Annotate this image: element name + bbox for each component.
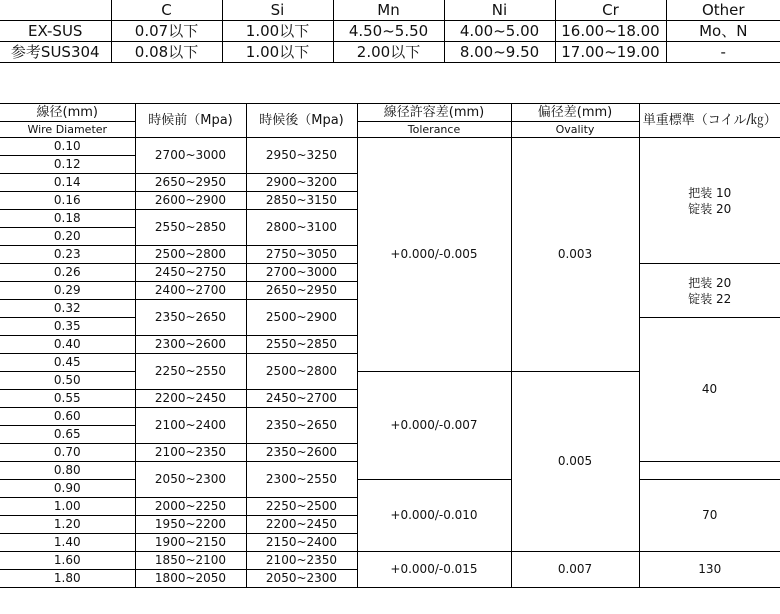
tolerance-cell: +0.000/-0.005 (357, 138, 511, 372)
composition-header-cell: Si (222, 0, 333, 21)
diameter-cell: 1.40 (0, 534, 135, 552)
spec-header-row (0, 104, 780, 122)
before-cell: 2700~3000 (135, 138, 246, 174)
diameter-cell: 0.70 (0, 444, 135, 462)
ovality-cell: 0.005 (511, 372, 639, 552)
after-cell: 2550~2850 (246, 336, 357, 354)
diameter-subheader: Wire Diameter (0, 122, 135, 138)
composition-table (0, 0, 780, 63)
diameter-cell: 0.29 (0, 282, 135, 300)
after-cell: 2500~2900 (246, 300, 357, 336)
diameter-cell: 0.20 (0, 228, 135, 246)
composition-cell: EX-SUS (0, 21, 111, 42)
diameter-cell: 1.20 (0, 516, 135, 534)
tolerance-cell: +0.000/-0.010 (357, 480, 511, 552)
composition-cell: 4.50~5.50 (333, 21, 444, 42)
after-cell: 2700~3000 (246, 264, 357, 282)
unit-weight-line: 把装 20 (688, 275, 732, 290)
composition-cell: 17.00~19.00 (555, 42, 666, 63)
after-cell: 2350~2650 (246, 408, 357, 444)
diameter-cell: 0.50 (0, 372, 135, 390)
before-cell: 2450~2750 (135, 264, 246, 282)
unit-weight-cell (639, 138, 780, 264)
ovality-subheader: Ovality (511, 122, 639, 138)
after-cell: 2250~2500 (246, 498, 357, 516)
diameter-cell: 0.45 (0, 354, 135, 372)
composition-header-cell: Ni (444, 0, 555, 21)
after-cell: 2450~2700 (246, 390, 357, 408)
composition-row (0, 42, 780, 63)
before-cell: 2100~2350 (135, 444, 246, 462)
diameter-cell: 0.65 (0, 426, 135, 444)
composition-header-cell (0, 0, 111, 21)
composition-cell: 0.08以下 (111, 42, 222, 63)
diameter-header: 線径(mm) (0, 104, 135, 122)
ovality-header: 偏径差(mm) (511, 104, 639, 122)
before-cell: 2500~2800 (135, 246, 246, 264)
before-header: 時候前（Mpa) (135, 104, 246, 138)
before-cell: 2100~2400 (135, 408, 246, 444)
after-cell: 2100~2350 (246, 552, 357, 570)
before-cell: 2050~2300 (135, 462, 246, 498)
after-cell: 2900~3200 (246, 174, 357, 192)
diameter-cell: 0.40 (0, 336, 135, 354)
diameter-cell: 0.80 (0, 462, 135, 480)
after-cell: 2050~2300 (246, 570, 357, 588)
tolerance-cell: +0.000/-0.007 (357, 372, 511, 480)
after-cell: 2650~2950 (246, 282, 357, 300)
diameter-cell: 0.23 (0, 246, 135, 264)
unit-weight-cell: 130 (639, 552, 780, 588)
after-cell: 2500~2800 (246, 354, 357, 390)
tolerance-cell: +0.000/-0.015 (357, 552, 511, 588)
after-cell: 2750~3050 (246, 246, 357, 264)
before-cell: 2600~2900 (135, 192, 246, 210)
diameter-cell: 0.18 (0, 210, 135, 228)
before-cell: 1950~2200 (135, 516, 246, 534)
unit-weight-cell: 40 (639, 318, 780, 462)
after-cell: 2800~3100 (246, 210, 357, 246)
diameter-cell: 1.00 (0, 498, 135, 516)
tolerance-header: 線径許容差(mm) (357, 104, 511, 122)
tolerance-subheader: Tolerance (357, 122, 511, 138)
composition-cell: 1.00以下 (222, 42, 333, 63)
unit-weight-cell (639, 264, 780, 318)
composition-cell: 0.07以下 (111, 21, 222, 42)
composition-cell: 1.00以下 (222, 21, 333, 42)
before-cell: 2400~2700 (135, 282, 246, 300)
after-cell: 2950~3250 (246, 138, 357, 174)
diameter-cell: 0.16 (0, 192, 135, 210)
after-header: 時候後（Mpa) (246, 104, 357, 138)
composition-header-cell: C (111, 0, 222, 21)
composition-header-row (0, 0, 780, 21)
diameter-cell: 1.60 (0, 552, 135, 570)
composition-cell: 参考SUS304 (0, 42, 111, 63)
table-row (0, 552, 780, 570)
after-cell: 2350~2600 (246, 444, 357, 462)
composition-header-cell: Mn (333, 0, 444, 21)
before-cell: 1800~2050 (135, 570, 246, 588)
table-row (0, 138, 780, 156)
before-cell: 2550~2850 (135, 210, 246, 246)
unit-weight-line: 把装 10 (688, 185, 732, 200)
diameter-cell: 0.26 (0, 264, 135, 282)
diameter-cell: 0.60 (0, 408, 135, 426)
composition-row (0, 21, 780, 42)
after-cell: 2200~2450 (246, 516, 357, 534)
diameter-cell: 0.35 (0, 318, 135, 336)
before-cell: 2350~2650 (135, 300, 246, 336)
after-cell: 2850~3150 (246, 192, 357, 210)
wire-spec-table (0, 103, 780, 588)
diameter-cell: 0.14 (0, 174, 135, 192)
before-cell: 2300~2600 (135, 336, 246, 354)
diameter-cell: 1.80 (0, 570, 135, 588)
after-cell: 2150~2400 (246, 534, 357, 552)
before-cell: 2200~2450 (135, 390, 246, 408)
table-row (0, 480, 780, 498)
ovality-cell: 0.003 (511, 138, 639, 372)
diameter-cell: 0.10 (0, 138, 135, 156)
ovality-cell: 0.007 (511, 552, 639, 588)
composition-cell: 16.00~18.00 (555, 21, 666, 42)
composition-cell: 4.00~5.00 (444, 21, 555, 42)
composition-cell: 2.00以下 (333, 42, 444, 63)
composition-header-cell: Cr (555, 0, 666, 21)
after-cell: 2300~2550 (246, 462, 357, 498)
composition-cell: 8.00~9.50 (444, 42, 555, 63)
unit-weight-line: 锭装 20 (688, 201, 732, 216)
diameter-cell: 0.55 (0, 390, 135, 408)
diameter-cell: 0.32 (0, 300, 135, 318)
before-cell: 2000~2250 (135, 498, 246, 516)
before-cell: 1850~2100 (135, 552, 246, 570)
before-cell: 2650~2950 (135, 174, 246, 192)
unit-weight-cell: 70 (639, 480, 780, 552)
diameter-cell: 0.90 (0, 480, 135, 498)
composition-header-cell: Other (666, 0, 780, 21)
composition-cell: - (666, 42, 780, 63)
before-cell: 2250~2550 (135, 354, 246, 390)
unit-weight-header: 単重標準（コイル/㎏） (639, 104, 780, 138)
composition-cell: Mo、N (666, 21, 780, 42)
unit-weight-line: 锭装 22 (688, 291, 732, 306)
before-cell: 1900~2150 (135, 534, 246, 552)
diameter-cell: 0.12 (0, 156, 135, 174)
